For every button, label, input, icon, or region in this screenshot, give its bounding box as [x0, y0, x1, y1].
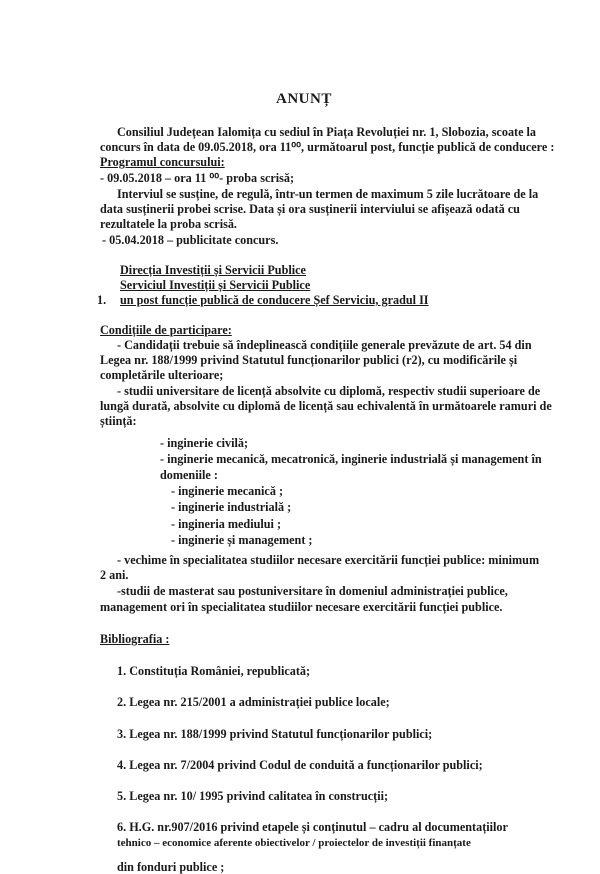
conditions-line: - studii universitare de licență absolvite cu diplomă, respectiv studii superioare de	[117, 384, 541, 398]
conditions-line: - Candidații trebuie să îndeplinească condițiile generale prevăzute de art. 54 din	[117, 338, 532, 352]
program-line: Interviul se susține, de regulă, într-un termen de maximum 5 zile lucrătoare de la	[117, 187, 539, 201]
conditions-heading: Condițiile de participare:	[100, 323, 232, 337]
bibliography-item: 4. Legea nr. 7/2004 privind Codul de conduită a funcționarilor publici;	[117, 758, 483, 772]
subfield-item: - inginerie și management ;	[171, 533, 313, 547]
field-item: - inginerie mecanică, mecatronică, inginerie industrială și management în	[160, 452, 542, 466]
subfield-item: - inginerie mecanică ;	[171, 484, 284, 498]
subfield-item: - ingineria mediului ;	[171, 517, 282, 531]
conditions-line: completările ulterioare;	[100, 368, 224, 382]
service-name: Serviciul Investiții și Servicii Publice	[120, 278, 311, 292]
masters-line: -studii de masterat sau postuniversitare în domeniul administrației publice,	[117, 584, 508, 598]
program-line: - 09.05.2018 – ora 11 ⁰⁰- proba scrisă;	[100, 171, 295, 185]
field-item: - inginerie civilă;	[160, 436, 249, 450]
directorate-name: Direcția Investiții și Servicii Publice	[120, 263, 306, 277]
bibliography-item: 2. Legea nr. 215/2001 a administrației publice locale;	[117, 695, 390, 709]
experience-line: 2 ani.	[100, 568, 129, 582]
field-item: domeniile :	[160, 468, 218, 482]
post-number: 1.	[97, 293, 107, 307]
bibliography-item: 6. H.G. nr.907/2016 privind etapele și conținutul – cadru al documentațiilor	[117, 820, 508, 834]
bibliography-item-continued: tehnico – economice aferente obiectivelor / proiectelor de investiții finanțate	[117, 837, 471, 849]
conditions-line: știință:	[100, 414, 137, 428]
bibliography-item-continued: din fonduri publice ;	[117, 860, 225, 874]
bibliography-heading: Bibliografia :	[100, 632, 170, 646]
bibliography-item: 5. Legea nr. 10/ 1995 privind calitatea în construcții;	[117, 789, 389, 803]
subfield-item: - inginerie industrială ;	[171, 500, 292, 514]
program-line: rezultatele la proba scrisă.	[100, 217, 237, 231]
program-line: - 05.04.2018 – publicitate concurs.	[102, 233, 279, 247]
post-title: un post funcție publică de conducere Șef Serviciu, gradul II	[120, 293, 429, 307]
intro-line: concurs în data de 09.05.2018, ora 11⁰⁰, următoarul post, funcție publică de conducere :	[100, 140, 555, 154]
bibliography-item: 1. Constituția României, republicată;	[117, 664, 311, 678]
program-heading: Programul concursului:	[100, 155, 225, 169]
program-line: data susținerii probei scrise. Data și ora susținerii interviului se afișează odată cu	[100, 202, 520, 216]
bibliography-item: 3. Legea nr. 188/1999 privind Statutul funcționarilor publici;	[117, 727, 433, 741]
intro-line: Consiliul Județean Ialomița cu sediul în Piața Revoluției nr. 1, Slobozia, scoate la	[117, 125, 537, 139]
masters-line: management ori în specialitatea studiilor necesare exercitării funcției publice.	[100, 600, 503, 614]
experience-line: - vechime în specialitatea studiilor necesare exercitării funcției publice: minimum	[117, 553, 540, 567]
conditions-line: lungă durată, absolvite cu diplomă de licență sau echivalentă în următoarele ramuri de	[100, 399, 552, 413]
conditions-line: Legea nr. 188/1999 privind Statutul funcționarilor publici (r2), cu modificările și	[100, 353, 518, 367]
page-title: ANUNȚ	[276, 91, 332, 107]
